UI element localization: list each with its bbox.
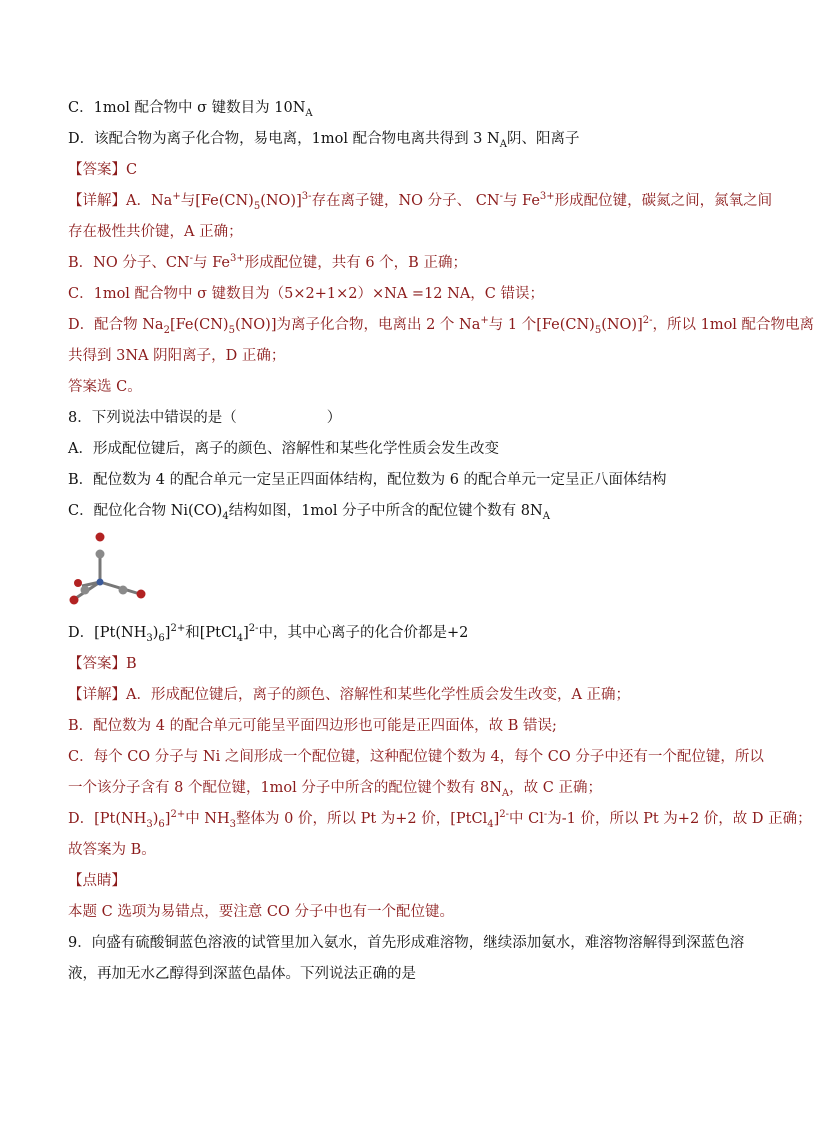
q7-detail-d: D．配合物 $Na_2[Fe(CN)_5(NO)]$为离子化合物，电离出 2 个 Na+与 1 个$[Fe(CN)_5(NO)]^{2-}$，所以 1mol 配合物电离 <box>68 315 814 336</box>
carbon-atom <box>81 586 90 595</box>
nickel-atom <box>97 579 104 586</box>
molecule-diagram <box>68 530 158 612</box>
q8-detail-a: 【详解】A．形成配位键后，离子的颜色、溶解性和某些化学性质会发生改变，A 正确； <box>68 687 631 703</box>
q8-answer: 【答案】B <box>68 656 137 672</box>
answer-tag: 【答案】 <box>68 162 126 178</box>
q8-option-a: A．形成配位键后，离子的颜色、溶解性和某些化学性质会发生改变 <box>68 441 499 457</box>
q7-detail-b: B．NO 分子、CN-与 $Fe^{3+}$形成配位键，共有 6 个，B 正确； <box>68 253 467 271</box>
document-page <box>68 98 814 995</box>
q8-option-c: C．配位化合物 $Ni(CO)_4$结构如图，1mol 分子中所含的配位键个数有 $8N_A$ <box>68 503 550 522</box>
q8-detail-c: C．每个 CO 分子与 Ni 之间形成一个配位键，这种配位键个数为 4，每个 CO 分子中还有一个配位键，所以 <box>68 749 764 765</box>
q7-option-d: D．该配合物为离子化合物，易电离，1mol 配合物电离共得到 3 $N_A$阴、阳离子 <box>68 131 580 150</box>
q8-option-d: D．$[Pt(NH_3)_6]^{2+}$和[PtCl$_4$]$^{2-}$中，其中心离子的化合价都是+2 <box>68 623 469 644</box>
q8-stem: 8．下列说法中错误的是（ ） <box>68 410 342 426</box>
q8-detail-c-cont: 一个该分子含有 8 个配位键，1mol 分子中所含的配位键个数有 $8N_A$，故 C 正确； <box>68 780 602 799</box>
q7-detail-c: C．1mol 配合物中 σ 键数目为（5×2+1×2）×NA =12 NA，C 错误； <box>68 286 544 302</box>
q7-option-c: C．1mol 配合物中 σ 键数目为 $10N_A$ <box>68 100 313 119</box>
oxygen-atom <box>137 590 146 599</box>
q8-comment-tag: 【点睛】 <box>68 873 126 889</box>
q8-option-b: B．配位数为 4 的配合单元一定呈正四面体结构，配位数为 6 的配合单元一定呈正八面体结构 <box>68 472 667 488</box>
q8-detail-b: B．配位数为 4 的配合单元可能呈平面四边形也可能是正四面体，故 B 错误; <box>68 718 557 734</box>
q7-conclusion: 答案选 C。 <box>68 379 142 395</box>
oxygen-atom <box>74 579 82 587</box>
q8-comment: 本题 C 选项为易错点，要注意 CO 分子中也有一个配位键。 <box>68 904 455 920</box>
oxygen-atom <box>96 533 105 542</box>
q9-stem: 9．向盛有硫酸铜蓝色溶液的试管里加入氨水，首先形成难溶物，继续添加氨水，难溶物溶解得到深蓝色溶 <box>68 935 745 951</box>
answer-tag: 【答案】 <box>68 656 126 672</box>
oxygen-atom <box>70 596 79 605</box>
carbon-atom <box>119 586 128 595</box>
q7-detail-d-cont: 共得到 3NA 阴阳离子，D 正确； <box>68 348 286 364</box>
carbon-atom <box>96 550 105 559</box>
q7-answer: 【答案】C <box>68 162 138 178</box>
q7-detail-a-cont: 存在极性共价键，A 正确； <box>68 224 243 240</box>
ni-co4-structure-figure <box>68 530 734 612</box>
q8-detail-d: D．$[Pt(NH_3)_6]^{2+}$中 $NH_3$整体为 0 价，所以 Pt 为+2 价，[PtCl$_4$]$^{2-}$中 Cl-为-1 价，所以 Pt 为+2 价，故 D 正确； <box>68 809 812 830</box>
q8-conclusion: 故答案为 B。 <box>68 842 156 858</box>
q7-detail-a: 【详解】A．Na+与$[Fe(CN)_5(NO)]^{3-}$存在离子键，NO 分子、 CN-与 $Fe^{3+}$形成配位键，碳氮之间，氮氧之间 <box>68 191 773 212</box>
q9-stem-cont: 液，再加无水乙醇得到深蓝色晶体。下列说法正确的是 <box>68 966 416 982</box>
